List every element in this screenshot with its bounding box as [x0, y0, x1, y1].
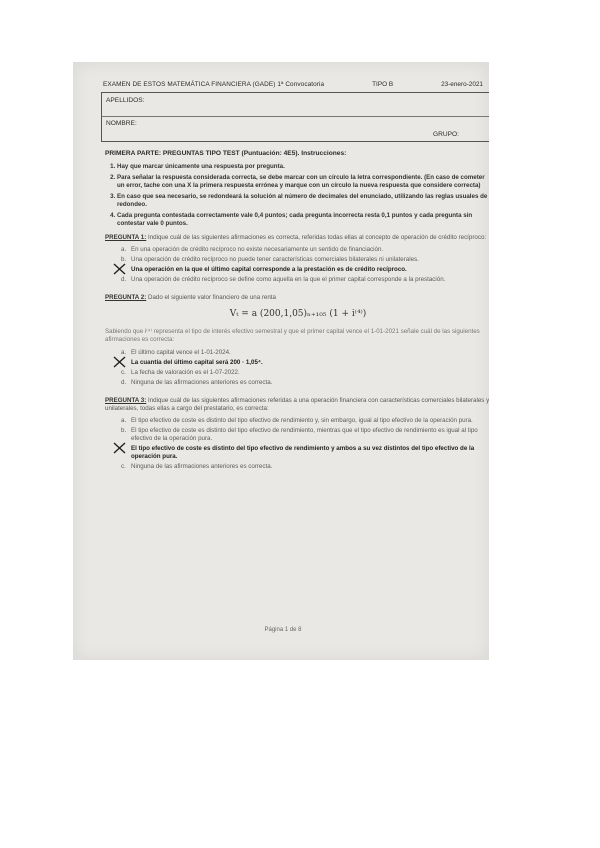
question-2-label: PREGUNTA 2: [105, 294, 147, 301]
option-text: Una operación en la que el último capital corresponde a la prestación es de crédito recíproco. [131, 266, 407, 273]
student-info-box [101, 92, 489, 142]
question-3-options [105, 417, 489, 471]
handwritten-x-mark [113, 356, 126, 368]
option-text: Una operación de crédito recíproco no puede tener características comerciales bilaterales ni unilaterales. [131, 256, 419, 263]
option-item [121, 256, 489, 264]
question-2-options [105, 349, 489, 387]
option-letter: b. [121, 256, 127, 263]
question-1 [105, 234, 489, 242]
question-1-options [105, 246, 489, 284]
option-text: El tipo efectivo de coste es distinto del tipo efectivo de rendimiento, mientras que el tipo efectivo de rendimiento es igual al tipo efectivo de la operación pura. [131, 427, 478, 442]
question-3 [105, 397, 489, 413]
option-item [121, 463, 489, 471]
exam-content [105, 150, 489, 473]
option-letter: d. [121, 276, 127, 283]
question-3-text: Indique cuál de las siguientes afirmaciones referidas a una operación financiera con características comerciales bilaterales y unilaterales, todas ellas a cargo del prestatario, es correcta: [105, 397, 489, 412]
question-3-label: PREGUNTA 3: [105, 397, 147, 404]
option-text: En una operación de crédito recíproco no existe necesariamente un sentido de financiación. [131, 246, 384, 253]
option-item-selected [131, 359, 489, 367]
option-item [121, 379, 489, 387]
option-item [121, 417, 489, 425]
exam-type: TIPO B [372, 81, 394, 88]
option-letter: d. [121, 379, 127, 386]
question-2 [105, 294, 489, 302]
option-item-selected [131, 445, 489, 461]
option-item [121, 427, 489, 443]
option-item [121, 369, 489, 377]
option-item [121, 246, 489, 254]
option-item-selected [131, 266, 489, 274]
instructions-list [105, 163, 489, 228]
question-1-text: Indique cuál de las siguientes afirmaciones es correcta, referidas todas ellas al concepto de operación de crédito recíproco: [148, 234, 487, 241]
page-footer: Página 1 de 8 [264, 627, 302, 633]
handwritten-x-mark [113, 263, 126, 275]
handwritten-x-mark [113, 442, 126, 454]
option-text: La cuantía del último capital será 200 · 1,05⁴. [131, 359, 263, 366]
option-letter: c. [121, 463, 126, 470]
option-letter: b. [121, 427, 127, 434]
option-text: El tipo efectivo de coste es distinto del tipo efectivo de rendimiento y, sin embargo, igual al tipo efectivo de la operación pura. [131, 417, 473, 424]
option-text: El tipo efectivo de coste es distinto del tipo efectivo de rendimiento y ambos a su vez distintos del tipo efectivo de la operación pura. [131, 445, 475, 460]
option-letter: a. [121, 349, 127, 356]
option-letter: a. [121, 417, 127, 424]
exam-header [103, 81, 483, 89]
instruction-item: 2. Para señalar la respuesta considerada correcta, se debe marcar con un círculo la letra correspondiente. (En caso de cometer un error, tache con una X la primera respuesta errónea y marque con un círculo la nueva respuesta que considere correcta) [117, 174, 489, 190]
question-2-intro: Sabiendo que i⁽⁴⁾ representa el tipo de interés efectivo semestral y que el primer capital vence el 1-01-2021 señale cuál de las siguientes afirmaciones es correcta: [105, 328, 480, 343]
grupo-label: GRUPO: [432, 131, 459, 138]
box-divider [102, 116, 489, 117]
option-letter: a. [121, 246, 127, 253]
option-letter: c. [121, 369, 126, 376]
option-text: Una operación de crédito recíproco se define como aquella en la que el primer capital corresponde a la prestación. [131, 276, 446, 283]
exam-sheet [85, 70, 489, 654]
exam-photo [73, 62, 489, 660]
instruction-item: 1. Hay que marcar únicamente una respuesta por pregunta. [117, 163, 489, 171]
exam-title: EXAMEN DE ESTOS MATEMÁTICA FINANCIERA (GADE) 1ª Convocatoria [103, 81, 325, 88]
option-item [121, 276, 489, 284]
apellidos-label: APELLIDOS: [106, 97, 145, 104]
instruction-item: 3. En caso que sea necesario, se redondeará la solución al número de decimales del enunciado, utilizando las reglas usuales de redondeo. [117, 193, 489, 209]
nombre-label: NOMBRE: [106, 120, 137, 127]
option-text: El último capital vence el 1-01-2024. [131, 349, 231, 356]
instruction-item: 4. Cada pregunta contestada correctamente vale 0,4 puntos; cada pregunta incorrecta resta 0,1 puntos y cada pregunta sin contestar vale 0 puntos. [117, 212, 489, 228]
option-text: La fecha de valoración es el 1-07-2022. [131, 369, 240, 376]
option-text: Ninguna de las afirmaciones anteriores es correcta. [131, 463, 273, 470]
option-item [121, 349, 489, 357]
question-1-label: PREGUNTA 1: [105, 234, 147, 241]
question-2-text: Dado el siguiente valor financiero de una renta [148, 294, 276, 301]
part1-title: PRIMERA PARTE: PREGUNTAS TIPO TEST (Puntuación: 4E5). Instrucciones: [105, 150, 347, 157]
exam-date: 23-enero-2021 [441, 81, 483, 88]
option-text: Ninguna de las afirmaciones anteriores es correcta. [131, 379, 273, 386]
renta-formula: Vₜ = a (200,1,05)ₙ₊₁₀₅ (1 + i⁽⁴⁾) [229, 309, 367, 319]
